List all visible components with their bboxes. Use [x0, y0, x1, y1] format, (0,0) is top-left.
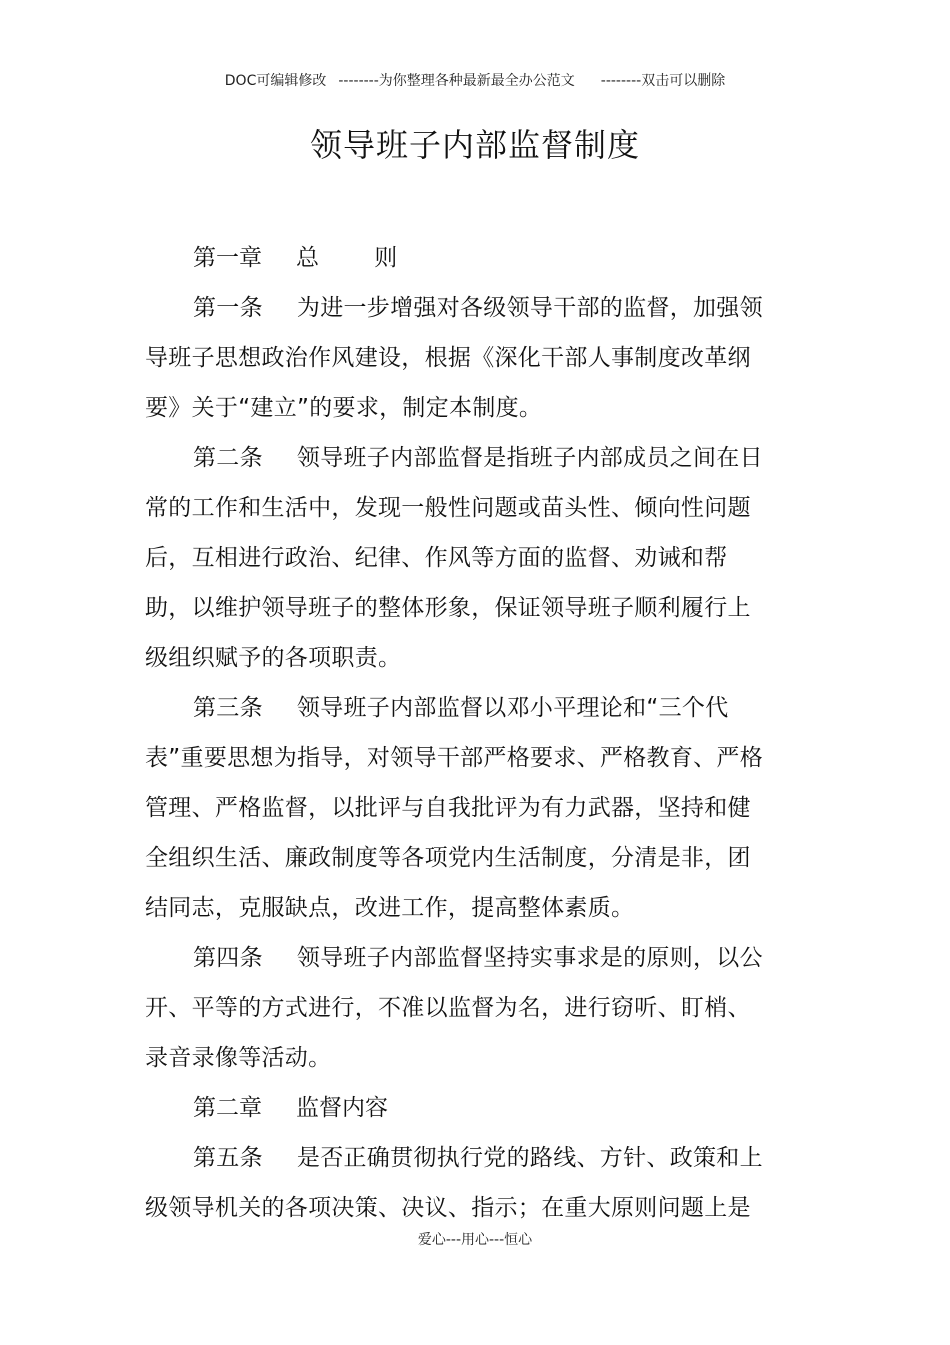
- article-text: 领导班子内部监督是指班子内部成员之间在日常的工作和生活中，发现一般性问题或苗头性、倾向性问题后，互相进行政治、纪律、作风等方面的监督、劝诫和帮助，以维护领导班子的整体形象，保证领导班子顺利履行上级组织赋予的各项职责。: [145, 445, 763, 671]
- article-label: 第三条: [193, 695, 263, 721]
- header-delete-note: --------双击可以删除: [600, 73, 726, 89]
- article-3: [145, 683, 765, 933]
- article-1: [145, 283, 765, 433]
- chapter-title: 监督内容: [296, 1095, 388, 1121]
- header-collection-note: --------为你整理各种最新最全办公范文: [338, 73, 575, 89]
- article-label: 第二条: [193, 445, 263, 471]
- article-4: [145, 933, 765, 1083]
- article-5: [145, 1133, 765, 1233]
- chapter-heading-1: [145, 233, 765, 283]
- document-footer: 爱心---用心---恒心: [417, 1232, 533, 1248]
- article-2: [145, 433, 765, 683]
- article-label: 第四条: [193, 945, 263, 971]
- chapter-label: 第一章: [193, 245, 262, 271]
- chapter-heading-2: [145, 1083, 765, 1133]
- article-label: 第五条: [193, 1145, 263, 1171]
- document-body: [145, 233, 765, 1233]
- article-label: 第一条: [193, 295, 263, 321]
- header-doc-note: DOC可编辑修改: [224, 73, 327, 89]
- article-text: 为进一步增强对各级领导干部的监督，加强领导班子思想政治作风建设，根据《深化干部人事制度改革纲要》关于“建立”的要求，制定本制度。: [145, 295, 763, 421]
- article-text: 是否正确贯彻执行党的路线、方针、政策和上级领导机关的各项决策、决议、指示；在重大原则问题上是: [145, 1145, 763, 1221]
- chapter-title: 总 则: [296, 245, 422, 271]
- chapter-label: 第二章: [193, 1095, 262, 1121]
- document-title: 领导班子内部监督制度: [309, 126, 640, 164]
- article-text: 领导班子内部监督以邓小平理论和“三个代表”重要思想为指导，对领导干部严格要求、严格教育、严格管理、严格监督，以批评与自我批评为有力武器，坚持和健全组织生活、廉政制度等各项党内生活制度，分清是非，团结同志，克服缺点，改进工作，提高整体素质。: [145, 695, 764, 921]
- document-header: [0, 70, 950, 90]
- article-text: 领导班子内部监督坚持实事求是的原则，以公开、平等的方式进行，不准以监督为名，进行窃听、盯梢、录音录像等活动。: [145, 945, 763, 1071]
